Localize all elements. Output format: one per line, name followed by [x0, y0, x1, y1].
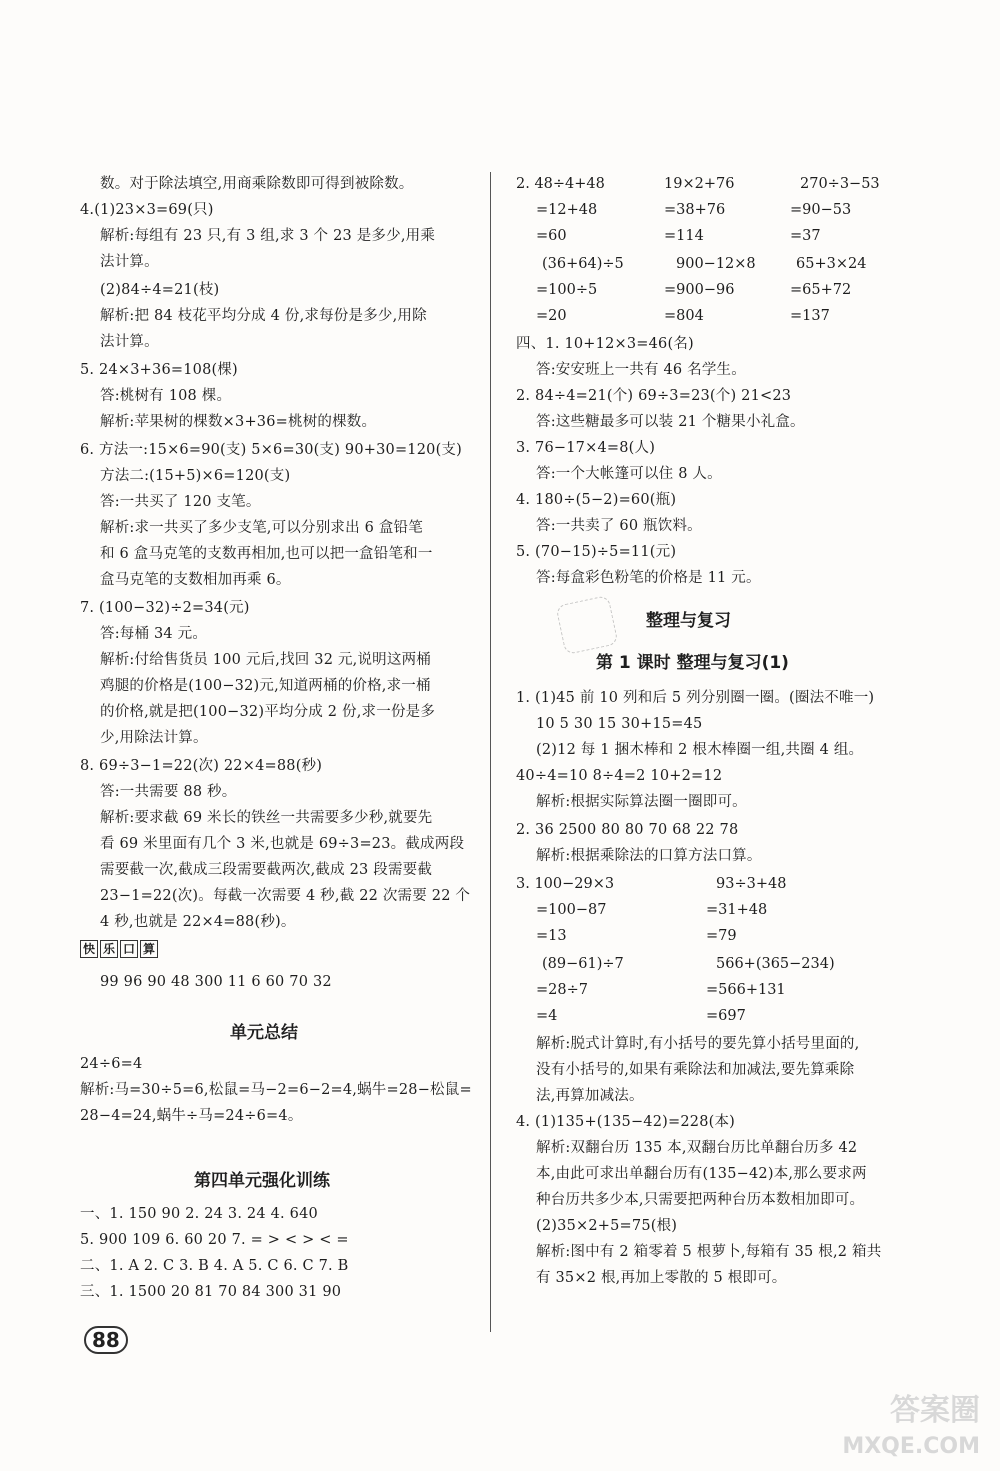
- question-7: 7. (100−32)÷2=34(元): [80, 600, 250, 616]
- calc-cell: =114: [664, 228, 704, 244]
- section-4-q1: 四、1. 10+12×3=46(名): [516, 336, 694, 352]
- unit4-line: 一、1. 150 90 2. 24 3. 24 4. 640: [80, 1206, 318, 1222]
- kuaile-kousuan-label: [80, 940, 158, 958]
- section-4-q5: 5. (70−15)÷5=11(元): [516, 544, 677, 560]
- kuaile-char: 口: [120, 940, 138, 958]
- calc-cell: 3. 100−29×3: [516, 876, 615, 892]
- calc-cell: =90−53: [790, 202, 852, 218]
- calc-cell: =100−87: [536, 902, 607, 918]
- text-line: 的价格,就是把(100−32)平均分成 2 份,求一份是多: [100, 704, 436, 720]
- summary-line: 24÷6=4: [80, 1056, 143, 1072]
- lesson-title: 第 1 课时 整理与复习(1): [596, 653, 789, 673]
- analysis-line: 解析:把 84 枝花平均分成 4 份,求每份是多少,用除: [100, 308, 427, 324]
- calc-cell: 270÷3−53: [800, 176, 880, 192]
- calc-cell: 900−12×8: [676, 256, 756, 272]
- unit4-line: 三、1. 1500 20 81 70 84 300 31 90: [80, 1284, 342, 1300]
- analysis-line: 解析:双翻台历 135 本,双翻台历比单翻台历多 42: [536, 1140, 858, 1156]
- calc-cell: =31+48: [706, 902, 768, 918]
- calc-cell: =37: [790, 228, 821, 244]
- section-title-unit4: 第四单元强化训练: [194, 1171, 330, 1191]
- calc-cell: =804: [664, 308, 704, 324]
- watermark-line: 答案圈: [890, 1393, 980, 1428]
- answer-line: 答:每桶 34 元。: [100, 626, 208, 642]
- calc-cell: =13: [536, 928, 567, 944]
- calc-cell: 2. 48÷4+48: [516, 176, 605, 192]
- review-q1: 1. (1)45 前 10 列和后 5 列分别圈一圈。(圈法不唯一): [516, 690, 875, 706]
- analysis-line: 解析:根据乘除法的口算方法口算。: [536, 848, 762, 864]
- calc-cell: (89−61)÷7: [542, 956, 624, 972]
- calc-cell: =28÷7: [536, 982, 588, 998]
- calc-cell: 65+3×24: [796, 256, 867, 272]
- calc-cell: =65+72: [790, 282, 852, 298]
- calc-cell: =137: [790, 308, 830, 324]
- calc-cell: =60: [536, 228, 567, 244]
- kuaile-char: 快: [80, 940, 98, 958]
- text-line: 40÷4=10 8÷4=2 10+2=12: [516, 768, 723, 784]
- question-8: 8. 69÷3−1=22(次) 22×4=88(秒): [80, 758, 323, 774]
- text-line: 少,用除法计算。: [100, 730, 208, 746]
- section-title-unit-summary: 单元总结: [230, 1023, 298, 1043]
- watermark-line: MXQE.COM: [842, 1434, 980, 1459]
- text-line: 种台历共多少本,只需要把两种台历本数相加即可。: [536, 1192, 865, 1208]
- analysis-line: 解析:要求截 69 米长的铁丝一共需要多少秒,就要先: [100, 810, 433, 826]
- section-4-q3: 3. 76−17×4=8(人): [516, 440, 656, 456]
- text-line: 鸡腿的价格是(100−32)元,知道两桶的价格,求一桶: [100, 678, 431, 694]
- kuaile-char: 乐: [100, 940, 118, 958]
- calc-cell: =20: [536, 308, 567, 324]
- text-line: 数。对于除法填空,用商乘除数即可得到被除数。: [100, 176, 414, 192]
- answer-line: 答:一共需要 88 秒。: [100, 784, 237, 800]
- homework-badge-icon: [555, 595, 618, 655]
- analysis-line: 解析:苹果树的棵数×3+36=桃树的棵数。: [100, 414, 377, 430]
- answer-line: 答:一共卖了 60 瓶饮料。: [536, 518, 702, 534]
- text-line: (2)12 每 1 捆木棒和 2 根木棒圈一组,共圈 4 组。: [536, 742, 864, 758]
- text-line: 需要截一次,截成三段需要截两次,截成 23 段需要截: [100, 862, 433, 878]
- text-line: 方法二:(15+5)×6=120(支): [100, 468, 291, 484]
- calc-cell: =697: [706, 1008, 746, 1024]
- text-line: 看 69 米里面有几个 3 米,也就是 69÷3=23。截成两段: [100, 836, 465, 852]
- calc-cell: =79: [706, 928, 737, 944]
- text-line: 10 5 30 15 30+15=45: [536, 716, 703, 732]
- kuaile-char: 算: [140, 940, 158, 958]
- section-4-q2: 2. 84÷4=21(个) 69÷3=23(个) 21<23: [516, 388, 792, 404]
- text-line: (2)35×2+5=75(根): [536, 1218, 678, 1234]
- kuaile-answers: 99 96 90 48 300 11 6 60 70 32: [100, 974, 332, 990]
- text-line: 和 6 盒马克笔的支数再相加,也可以把一盒铅笔和一: [100, 546, 433, 562]
- question-4-1: 4.(1)23×3=69(只): [80, 202, 214, 218]
- answer-line: 答:每盒彩色粉笔的价格是 11 元。: [536, 570, 761, 586]
- answer-line: 答:桃树有 108 棵。: [100, 388, 232, 404]
- unit4-line: 二、1. A 2. C 3. B 4. A 5. C 6. C 7. B: [80, 1258, 349, 1274]
- answer-line: 答:一个大帐篷可以住 8 人。: [536, 466, 722, 482]
- calc-cell: 93÷3+48: [716, 876, 787, 892]
- question-4-2: (2)84÷4=21(枝): [100, 282, 220, 298]
- calc-cell: =12+48: [536, 202, 598, 218]
- text-line: 法,再算加减法。: [536, 1088, 644, 1104]
- analysis-line: 解析:马=30÷5=6,松鼠=马−2=6−2=4,蜗牛=28−松鼠=: [80, 1082, 472, 1098]
- calc-cell: (36+64)÷5: [542, 256, 624, 272]
- section-title-review: 整理与复习: [646, 611, 731, 631]
- analysis-line: 解析:付给售货员 100 元后,找回 32 元,说明这两桶: [100, 652, 431, 668]
- analysis-line: 解析:求一共买了多少支笔,可以分别求出 6 盒铅笔: [100, 520, 423, 536]
- calc-cell: =900−96: [664, 282, 735, 298]
- calc-cell: =38+76: [664, 202, 726, 218]
- calc-cell: 19×2+76: [664, 176, 735, 192]
- section-4-q4: 4. 180÷(5−2)=60(瓶): [516, 492, 677, 508]
- text-line: 4 秒,也就是 22×4=88(秒)。: [100, 914, 296, 930]
- analysis-line: 解析:根据实际算法圈一圈即可。: [536, 794, 747, 810]
- answer-line: 答:安安班上一共有 46 名学生。: [536, 362, 746, 378]
- column-divider: [490, 172, 491, 1332]
- analysis-line: 解析:图中有 2 箱零着 5 根萝卜,每箱有 35 根,2 箱共: [536, 1244, 882, 1260]
- calc-cell: =4: [536, 1008, 558, 1024]
- answer-line: 答:这些糖最多可以装 21 个糖果小礼盒。: [536, 414, 805, 430]
- text-line: 法计算。: [100, 334, 159, 350]
- analysis-line: 解析:脱式计算时,有小括号的要先算小括号里面的,: [536, 1036, 860, 1052]
- review-q4: 4. (1)135+(135−42)=228(本): [516, 1114, 736, 1130]
- calc-cell: =566+131: [706, 982, 786, 998]
- question-5: 5. 24×3+36=108(棵): [80, 362, 238, 378]
- watermark: [842, 1393, 980, 1465]
- analysis-line: 解析:每组有 23 只,有 3 组,求 3 个 23 是多少,用乘: [100, 228, 436, 244]
- text-line: 没有小括号的,如果有乘除法和加减法,要先算乘除: [536, 1062, 855, 1078]
- calc-cell: 566+(365−234): [716, 956, 835, 972]
- text-line: 23−1=22(次)。每截一次需要 4 秒,截 22 次需要 22 个: [100, 888, 471, 904]
- answer-line: 答:一共买了 120 支笔。: [100, 494, 261, 510]
- calc-cell: =100÷5: [536, 282, 598, 298]
- review-q2: 2. 36 2500 80 80 70 68 22 78: [516, 822, 739, 838]
- text-line: 盒马克笔的支数相加再乘 6。: [100, 572, 291, 588]
- question-6: 6. 方法一:15×6=90(支) 5×6=30(支) 90+30=120(支): [80, 442, 462, 458]
- text-line: 有 35×2 根,再加上零散的 5 根即可。: [536, 1270, 787, 1286]
- text-line: 法计算。: [100, 254, 159, 270]
- text-line: 28−4=24,蜗牛÷马=24÷6=4。: [80, 1108, 303, 1124]
- text-line: 本,由此可求出单翻台历有(135−42)本,那么要求两: [536, 1166, 867, 1182]
- unit4-line: 5. 900 109 6. 60 20 7. = > < > < =: [80, 1232, 349, 1248]
- page-number: 88: [84, 1326, 128, 1354]
